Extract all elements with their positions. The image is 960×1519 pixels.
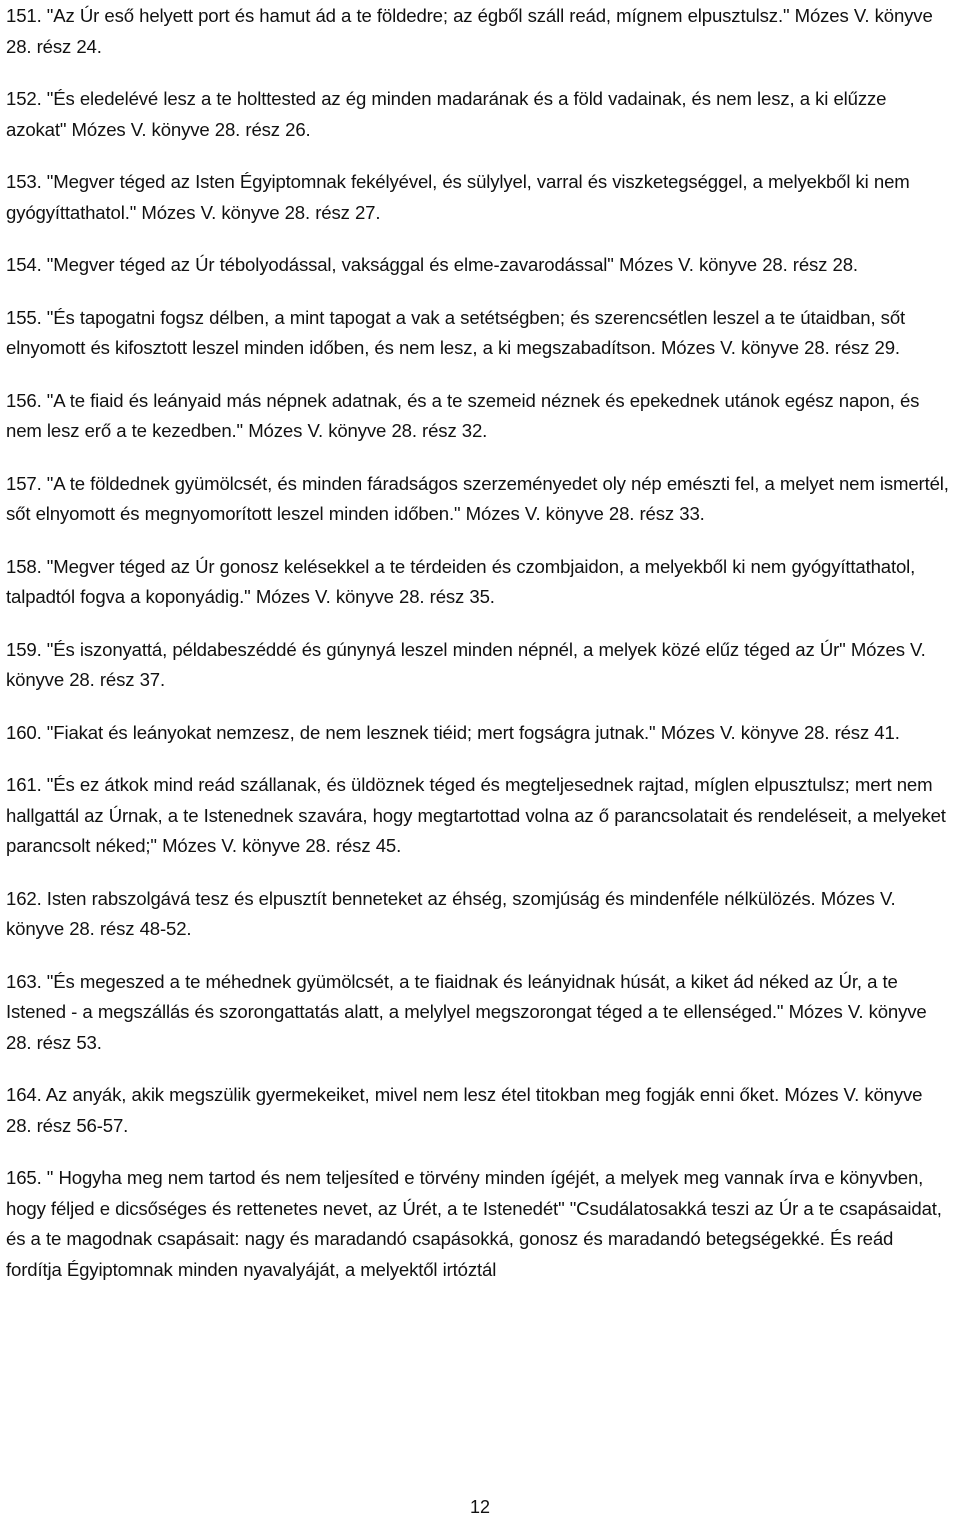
paragraph-156: 156. "A te fiaid és leányaid más népnek adatnak, és a te szemeid néznek és epekednek utánok egész napon, és nem lesz erő a te kezedben." Mózes V. könyve 28. rész 32. [6, 389, 920, 441]
paragraph-152: 152. "És eledelévé lesz a te holttested az ég minden madarának és a föld vadainak, és nem lesz, a ki elűzze azokat" Mózes V. könyve 28. rész 26. [6, 88, 887, 140]
paragraph-155: 155. "És tapogatni fogsz délben, a mint tapogat a vak a setétségben; és szerencsétlen leszel a te útaidban, sőt elnyomott és kifosztott leszel minden időben, és nem lesz, a ki megszabadítson. Mózes V. könyve 28. rész 29. [6, 306, 906, 358]
paragraph-163: 163. "És megeszed a te méhednek gyümölcsét, a te fiaidnak és leányidnak húsát, a kiket ád néked az Úr, a te Istened - a megszállás és szorongattatás alatt, a melylyel megszorongat téged a te ellenséged." Mózes V. könyve 28. rész 53. [6, 970, 927, 1053]
paragraph-160: 160. "Fiakat és leányokat nemzesz, de nem lesznek tiéid; mert fogságra jutnak." Mózes V. könyve 28. rész 41. [6, 721, 900, 743]
paragraph-157: 157. "A te földednek gyümölcsét, és minden fáradságos szerzeményedet oly nép emészti fel, a melyet nem ismertél, sőt elnyomott és megnyomorított leszel minden időben." Mózes V. könyve 28. rész 33. [6, 472, 949, 524]
paragraph-151: 151. "Az Úr eső helyett port és hamut ád a te földedre; az égből száll reád, mígnem elpusztulsz." Mózes V. könyve 28. rész 24. [6, 5, 933, 57]
paragraph-158: 158. "Megver téged az Úr gonosz kelésekkel a te térdeiden és czombjaidon, a melyekből ki nem gyógyíttathatol, talpadtól fogva a koponyádig." Mózes V. könyve 28. rész 35. [6, 555, 916, 607]
paragraph-164: 164. Az anyák, akik megszülik gyermekeiket, mivel nem lesz étel titokban meg fogják enni őket. Mózes V. könyve 28. rész 56-57. [6, 1084, 923, 1136]
document-page [6, 0, 950, 1519]
paragraph-162: 162. Isten rabszolgává tesz és elpusztít benneteket az éhség, szomjúság és mindenféle nélkülözés. Mózes V. könyve 28. rész 48-52. [6, 887, 896, 939]
paragraph-161: 161. "És ez átkok mind reád szállanak, és üldöznek téged és megteljesednek rajtad, míglen elpusztulsz; mert nem hallgattál az Úrnak, a te Istenednek szavára, hogy megtartottad volna az ő parancsolatait és rendeléseit, a melyeket parancsolt néked;" Mózes V. könyve 28. rész 45. [6, 774, 946, 856]
paragraph-154: 154. "Megver téged az Úr tébolyodással, vaksággal és elme-zavarodással" Mózes V. könyve 28. rész 28. [6, 254, 858, 275]
paragraph-165: 165. " Hogyha meg nem tartod és nem teljesíted e törvény minden ígéjét, a melyek meg vannak írva e könyvben, hogy féljed e dicsőséges és rettenetes nevet, az Úrét, a te Istenedét" "Csudálatosakká teszi az Úr a te csapásaidat, és a te magodnak csapásait: nagy és maradandó csapásokká, gonosz és maradandó betegségekké. És reád fordítja Égyiptomnak minden nyavalyáját, a melyektől irtóztál [6, 1167, 942, 1280]
paragraph-153: 153. "Megver téged az Isten Égyiptomnak fekélyével, és sülylyel, varral és viszketegséggel, a melyekből ki nem gyógyíttathatol." Mózes V. könyve 28. rész 27. [6, 171, 910, 223]
paragraph-159: 159. "És iszonyattá, példabeszéddé és gúnynyá leszel minden népnél, a melyek közé elűz téged az Úr" Mózes V. könyve 28. rész 37. [6, 638, 926, 690]
page-number: 12 [469, 1497, 491, 1517]
document-body [6, 1, 950, 1307]
